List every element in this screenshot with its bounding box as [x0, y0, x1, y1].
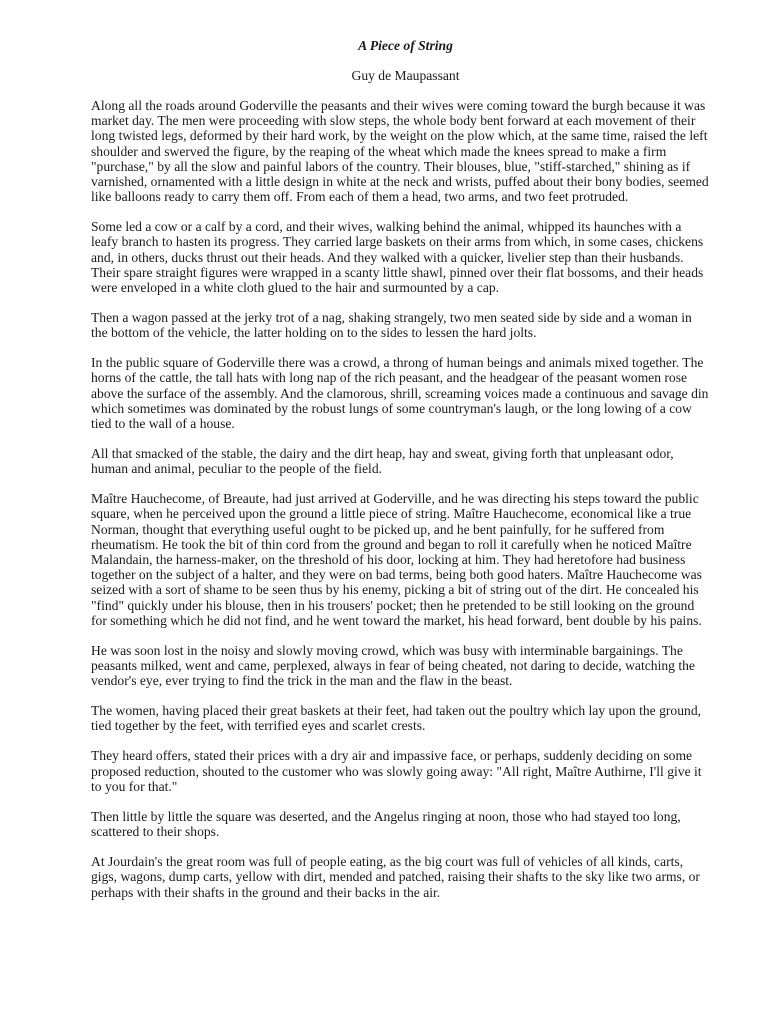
document-body — [91, 98, 710, 900]
document-title: A Piece of String — [358, 38, 453, 53]
paragraph: Along all the roads around Goderville the peasants and their wives were coming toward the burgh because it was market day. The men were proceeding with slow steps, the whole body bent forward at each movement of their long twisted legs, deformed by their hard work, by the weight on the plow which, at the same time, raised the left shoulder and swerved the figure, by the reaping of the wheat which made the knees spread to make a firm "purchase," by all the slow and painful labors of the country. Their blouses, blue, "stiff-starched," shining as if varnished, ornamented with a little design in white at the neck and wrists, puffed about their bony bodies, seemed like balloons ready to carry them off. From each of them a head, two arms, and two feet protruded. — [91, 98, 709, 205]
paragraph: Maître Hauchecome, of Breaute, had just arrived at Goderville, and he was directing his steps toward the public square, when he perceived upon the ground a little piece of string. Maître Hauchecome, economical like a true Norman, thought that everything useful ought to be picked up, and he bent painfully, for he suffered from rheumatism. He took the bit of thin cord from the ground and began to roll it carefully when he noticed Maître Malandain, the harness-maker, on the threshold of his door, locking at him. They had heretofore had business together on the subject of a halter, and they were on bad terms, being both good haters. Maître Hauchecome was seized with a sort of shame to be seen thus by his enemy, picking a bit of string out of the dirt. He concealed his "find" quickly under his blouse, then in his trousers' pocket; then he pretended to be still looking on the ground for something which he did not find, and he went toward the market, his head forward, bent double by his pains. — [91, 491, 702, 628]
document-author: Guy de Maupassant — [351, 68, 460, 83]
paragraph: They heard offers, stated their prices with a dry air and impassive face, or perhaps, suddenly deciding on some proposed reduction, shouted to the customer who was slowly going away: "All right, Maître Authirne, I'll give it to you for that." — [91, 748, 702, 794]
paragraph: At Jourdain's the great room was full of people eating, as the big court was full of vehicles of all kinds, carts, gigs, wagons, dump carts, yellow with dirt, mended and patched, raising their shafts to the sky like two arms, or perhaps with their shafts in the ground and their backs in the air. — [91, 854, 700, 900]
paragraph: He was soon lost in the noisy and slowly moving crowd, which was busy with interminable bargainings. The peasants milked, went and came, perplexed, always in fear of being cheated, not daring to decide, watching the vendor's eye, ever trying to find the trick in the man and the flaw in the beast. — [91, 642, 695, 689]
paragraph: Then little by little the square was deserted, and the Angelus ringing at noon, those who had stayed too long, scattered to their shops. — [91, 808, 681, 840]
paragraph: Some led a cow or a calf by a cord, and their wives, walking behind the animal, whipped its haunches with a leafy branch to hasten its progress. They carried large baskets on their arms from which, in some cases, chickens and, in others, ducks thrust out their heads. And they walked with a quicker, livelier step than their husbands. Their spare straight figures were wrapped in a scanty little shawl, pinned over their flat bossoms, and their heads were enveloped in a white cloth glued to the hair and surmounted by a cap. — [91, 219, 704, 296]
paragraph: The women, having placed their great baskets at their feet, had taken out the poultry which lay upon the ground, tied together by the feet, with terrified eyes and scarlet crests. — [91, 703, 702, 734]
paragraph: All that smacked of the stable, the dairy and the dirt heap, hay and sweat, giving forth that unpleasant odor, human and animal, peculiar to the people of the field. — [91, 446, 674, 477]
paragraph: Then a wagon passed at the jerky trot of a nag, shaking strangely, two men seated side by side and a woman in the bottom of the vehicle, the latter holding on to the sides to lessen the hard jolts. — [91, 310, 692, 341]
paragraph: In the public square of Goderville there was a crowd, a throng of human beings and animals mixed together. The horns of the cattle, the tall hats with long nap of the rich peasant, and the headgear of the peasant women rose above the surface of the assembly. And the clamorous, shrill, screaming voices made a continuous and savage din which sometimes was dominated by the robust lungs of some countryman's laugh, or the long lowing of a cow tied to the wall of a house. — [91, 355, 709, 432]
